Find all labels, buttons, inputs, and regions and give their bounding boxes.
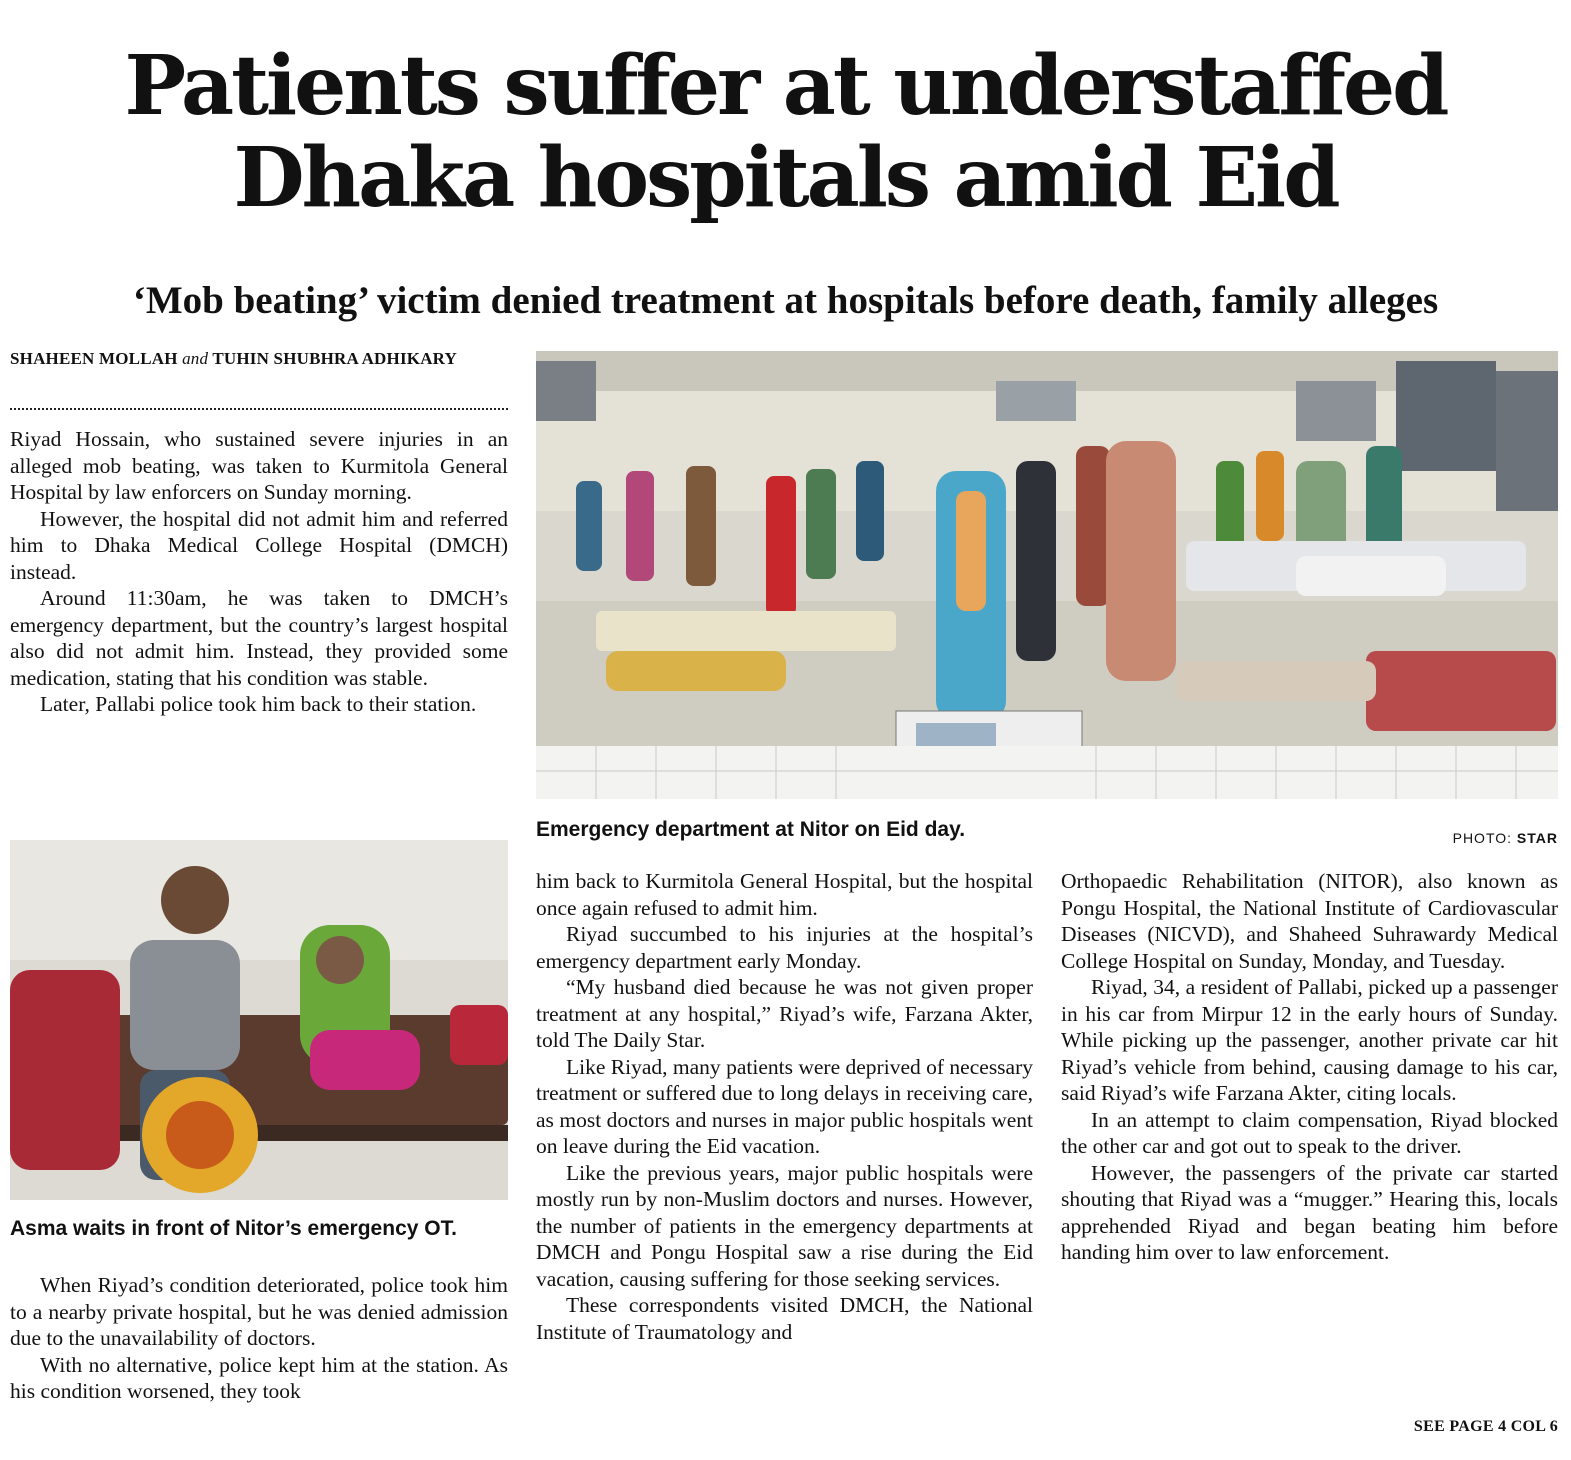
paragraph: Like Riyad, many patients were deprived of necessary treatment or suffered due to long delays in receiving care, as most doctors and nurses in major public hospitals went on leave during the Eid vacation. [536, 1054, 1033, 1158]
paragraph: Orthopaedic Rehabilitation (NITOR), also known as Pongu Hospital, the National Institute of Cardiovascular Diseases (NICVD), and Shaheed Suhrawardy Medical College Hospital on Sunday, Monday, and Tuesday. [1061, 869, 1558, 973]
small-photo-caption: Asma waits in front of Nitor’s emergency OT. [10, 1217, 457, 1240]
asma-waiting-photo [10, 840, 508, 1200]
photo-credit-source: STAR [1516, 830, 1558, 846]
paragraph: However, the hospital did not admit him and referred him to Dhaka Medical College Hospital (DMCH) instead. [10, 506, 508, 584]
paragraph: him back to Kurmitola General Hospital, but the hospital once again refused to admit him. [536, 869, 1033, 920]
headline-line-2: Dhaka hospitals amid Eid [233, 130, 1338, 226]
headline-line-1: Patients suffer at understaffed [124, 38, 1447, 134]
byline-author-2: TUHIN SHUBHRA ADHIKARY [212, 349, 458, 368]
paragraph: Like the previous years, major public hospitals were mostly run by non-Muslim doctors and nurses. However, the number of patients in the emergency departments at DMCH and Pongu Hospital saw a rise during the Eid vacation, causing suffering for those seeking services. [536, 1160, 1033, 1291]
paragraph: Riyad succumbed to his injuries at the hospital’s emergency department early Monday. [536, 922, 1033, 973]
paragraph: However, the passengers of the private car started shouting that Riyad was a “mugger.” Hearing this, locals apprehended Riyad and began beating him before handing him over to law enforcement. [1061, 1160, 1558, 1264]
article-column-3 [1061, 868, 1558, 1266]
emergency-ward-photo [536, 351, 1558, 799]
photo-credit-label: PHOTO: [1452, 830, 1513, 846]
paragraph: In an attempt to claim compensation, Riyad blocked the other car and got out to speak to the driver. [1061, 1107, 1558, 1158]
byline [10, 348, 508, 370]
main-photo-caption: Emergency department at Nitor on Eid day. [536, 818, 966, 841]
continued-on-page-link[interactable]: SEE PAGE 4 COL 6 [1413, 1418, 1558, 1435]
article-column-2 [536, 868, 1033, 1345]
paragraph: Riyad Hossain, who sustained severe injuries in an alleged mob beating, was taken to Kurmitola General Hospital by law enforcers on Sunday morning. [10, 427, 508, 504]
subheadline: ‘Mob beating’ victim denied treatment at hospitals before death, family alleges [132, 279, 1439, 322]
paragraph: “My husband died because he was not given proper treatment at any hospital,” Riyad’s wife, Farzana Akter, told The Daily Star. [536, 975, 1033, 1052]
paragraph: Around 11:30am, he was taken to DMCH’s emergency department, but the country’s largest hospital also did not admit him. Instead, they provided some medication, stating that his condition was stable. [10, 586, 508, 690]
paragraph: With no alternative, police kept him at the station. As his condition worsened, they took [10, 1352, 508, 1403]
article-column-1-bottom [10, 1272, 508, 1405]
byline-author-1: SHAHEEN MOLLAH [10, 349, 178, 368]
article-column-1-top [10, 426, 508, 718]
paragraph: These correspondents visited DMCH, the National Institute of Traumatology and [536, 1293, 1033, 1344]
paragraph: Riyad, 34, a resident of Pallabi, picked up a passenger in his car from Mirpur 12 in the early hours of Sunday. While picking up the passenger, another private car hit Riyad’s vehicle from behind, causing damage to his car, said Riyad’s wife Farzana Akter, citing locals. [1061, 975, 1558, 1105]
byline-conjunction: and [182, 349, 209, 368]
byline-divider [10, 408, 508, 410]
paragraph: Later, Pallabi police took him back to their station. [40, 692, 477, 716]
headline [0, 40, 1571, 224]
photo-credit [1453, 830, 1558, 846]
paragraph: When Riyad’s condition deteriorated, police took him to a nearby private hospital, but he was denied admission due to the unavailability of doctors. [10, 1273, 508, 1350]
